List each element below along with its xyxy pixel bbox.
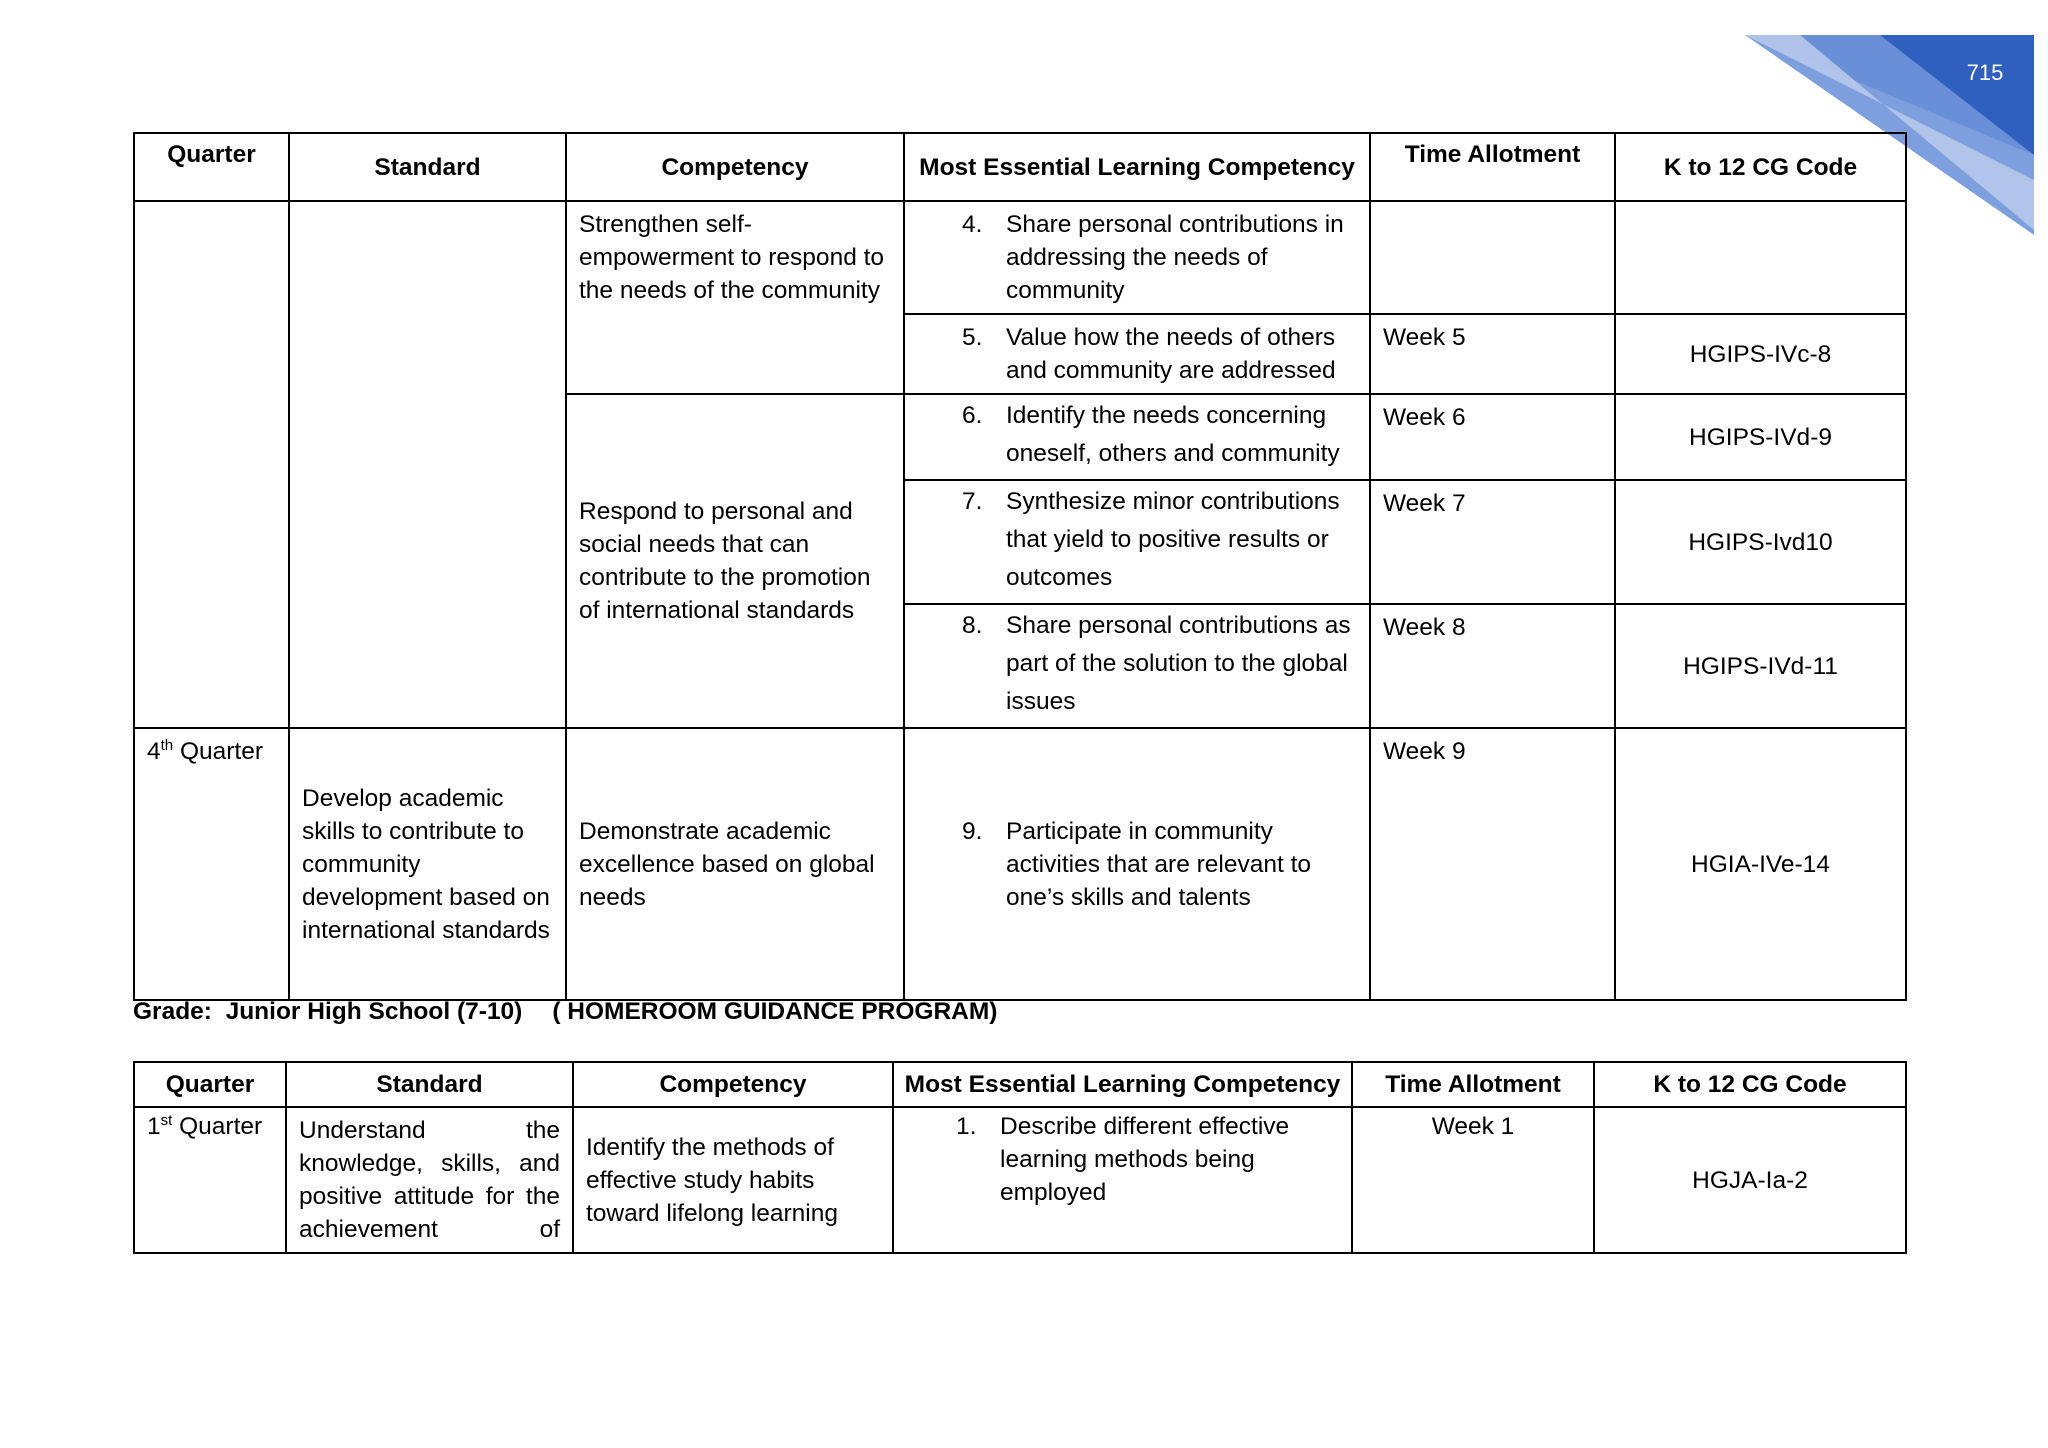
melc-cell bbox=[904, 480, 1370, 604]
melc-cell bbox=[904, 201, 1370, 314]
competency-cell: Demonstrate academic excellence based on global needs bbox=[566, 728, 904, 1000]
standard-cell bbox=[289, 201, 566, 728]
melc-text: Synthesize minor contributions that yield to positive results or outcomes bbox=[1006, 488, 1340, 591]
melc-text: Identify the needs concerning oneself, others and community bbox=[1006, 402, 1340, 467]
melc-cell bbox=[904, 604, 1370, 728]
header-competency: Competency bbox=[573, 1062, 893, 1107]
melc-number: 5. bbox=[962, 324, 983, 351]
table-header-row bbox=[134, 1062, 1906, 1107]
time-cell: Week 6 bbox=[1370, 394, 1615, 480]
standard-cell: Understand the knowledge, skills, and positive attitude for the achievement of bbox=[286, 1107, 573, 1253]
quarter-ordinal: th bbox=[160, 736, 174, 754]
curriculum-table-1 bbox=[133, 132, 1907, 1001]
competency-cell: Strengthen self-empowerment to respond to the needs of the community bbox=[566, 201, 904, 394]
melc-text: Value how the needs of others and community are addressed bbox=[1006, 324, 1336, 384]
code-cell: HGIPS-IVd-11 bbox=[1615, 604, 1906, 728]
header-standard: Standard bbox=[289, 133, 566, 201]
table-header-row bbox=[134, 133, 1906, 201]
table-row bbox=[134, 728, 1906, 1000]
melc-number: 7. bbox=[962, 488, 983, 515]
curriculum-table-2 bbox=[133, 1061, 1907, 1254]
melc-number: 6. bbox=[962, 402, 983, 429]
quarter-cell bbox=[134, 728, 289, 1000]
code-cell: HGIPS-Ivd10 bbox=[1615, 480, 1906, 604]
header-time-allotment: Time Allotment bbox=[1370, 133, 1615, 201]
code-cell: HGIPS-IVd-9 bbox=[1615, 394, 1906, 480]
time-cell: Week 9 bbox=[1370, 728, 1615, 1000]
melc-cell bbox=[904, 314, 1370, 394]
quarter-cell bbox=[134, 201, 289, 728]
time-cell: Week 8 bbox=[1370, 604, 1615, 728]
grade-label: Grade: Junior High School (7-10) bbox=[133, 998, 523, 1025]
time-cell: Week 7 bbox=[1370, 480, 1615, 604]
melc-text: Describe different effective learning methods being employed bbox=[1000, 1113, 1290, 1206]
code-cell: HGIA-IVe-14 bbox=[1615, 728, 1906, 1000]
melc-number: 4. bbox=[962, 211, 983, 238]
melc-number: 1. bbox=[956, 1113, 977, 1140]
header-quarter: Quarter bbox=[134, 1062, 286, 1107]
quarter-word: Quarter bbox=[172, 1113, 263, 1140]
time-cell bbox=[1370, 201, 1615, 314]
melc-number: 9. bbox=[962, 817, 983, 845]
standard-cell: Develop academic skills to contribute to community development based on international standards bbox=[289, 728, 566, 1000]
header-time-allotment: Time Allotment bbox=[1352, 1062, 1594, 1107]
melc-cell bbox=[904, 728, 1370, 1000]
melc-text: Participate in community activities that are relevant to one’s skills and talents bbox=[1006, 817, 1312, 911]
quarter-cell bbox=[134, 1107, 286, 1253]
code-cell bbox=[1615, 201, 1906, 314]
header-cg-code: K to 12 CG Code bbox=[1615, 133, 1906, 201]
time-cell: Week 5 bbox=[1370, 314, 1615, 394]
time-cell: Week 1 bbox=[1352, 1107, 1594, 1253]
melc-text: Share personal contributions in addressing the needs of community bbox=[1006, 211, 1344, 304]
melc-cell bbox=[904, 394, 1370, 480]
quarter-word: Quarter bbox=[173, 738, 264, 765]
quarter-ordinal: st bbox=[160, 1111, 173, 1129]
header-melc: Most Essential Learning Competency bbox=[893, 1062, 1352, 1107]
page-number: 715 bbox=[1966, 60, 2004, 85]
header-cg-code: K to 12 CG Code bbox=[1594, 1062, 1906, 1107]
grade-heading bbox=[133, 998, 997, 1026]
quarter-number: 1 bbox=[147, 1113, 161, 1140]
header-melc: Most Essential Learning Competency bbox=[904, 133, 1370, 201]
competency-cell: Respond to personal and social needs that can contribute to the promotion of international standards bbox=[566, 394, 904, 728]
code-cell: HGIPS-IVc-8 bbox=[1615, 314, 1906, 394]
table-row bbox=[134, 1107, 1906, 1253]
quarter-number: 4 bbox=[147, 738, 161, 765]
competency-cell: Identify the methods of effective study habits toward lifelong learning bbox=[573, 1107, 893, 1253]
table-row bbox=[134, 201, 1906, 314]
melc-number: 8. bbox=[962, 612, 983, 639]
code-cell: HGJA-Ia-2 bbox=[1594, 1107, 1906, 1253]
melc-cell bbox=[893, 1107, 1352, 1253]
program-label: ( HOMEROOM GUIDANCE PROGRAM) bbox=[552, 998, 998, 1025]
header-standard: Standard bbox=[286, 1062, 573, 1107]
header-competency: Competency bbox=[566, 133, 904, 201]
header-quarter: Quarter bbox=[134, 133, 289, 201]
melc-text: Share personal contributions as part of the solution to the global issues bbox=[1006, 612, 1351, 715]
